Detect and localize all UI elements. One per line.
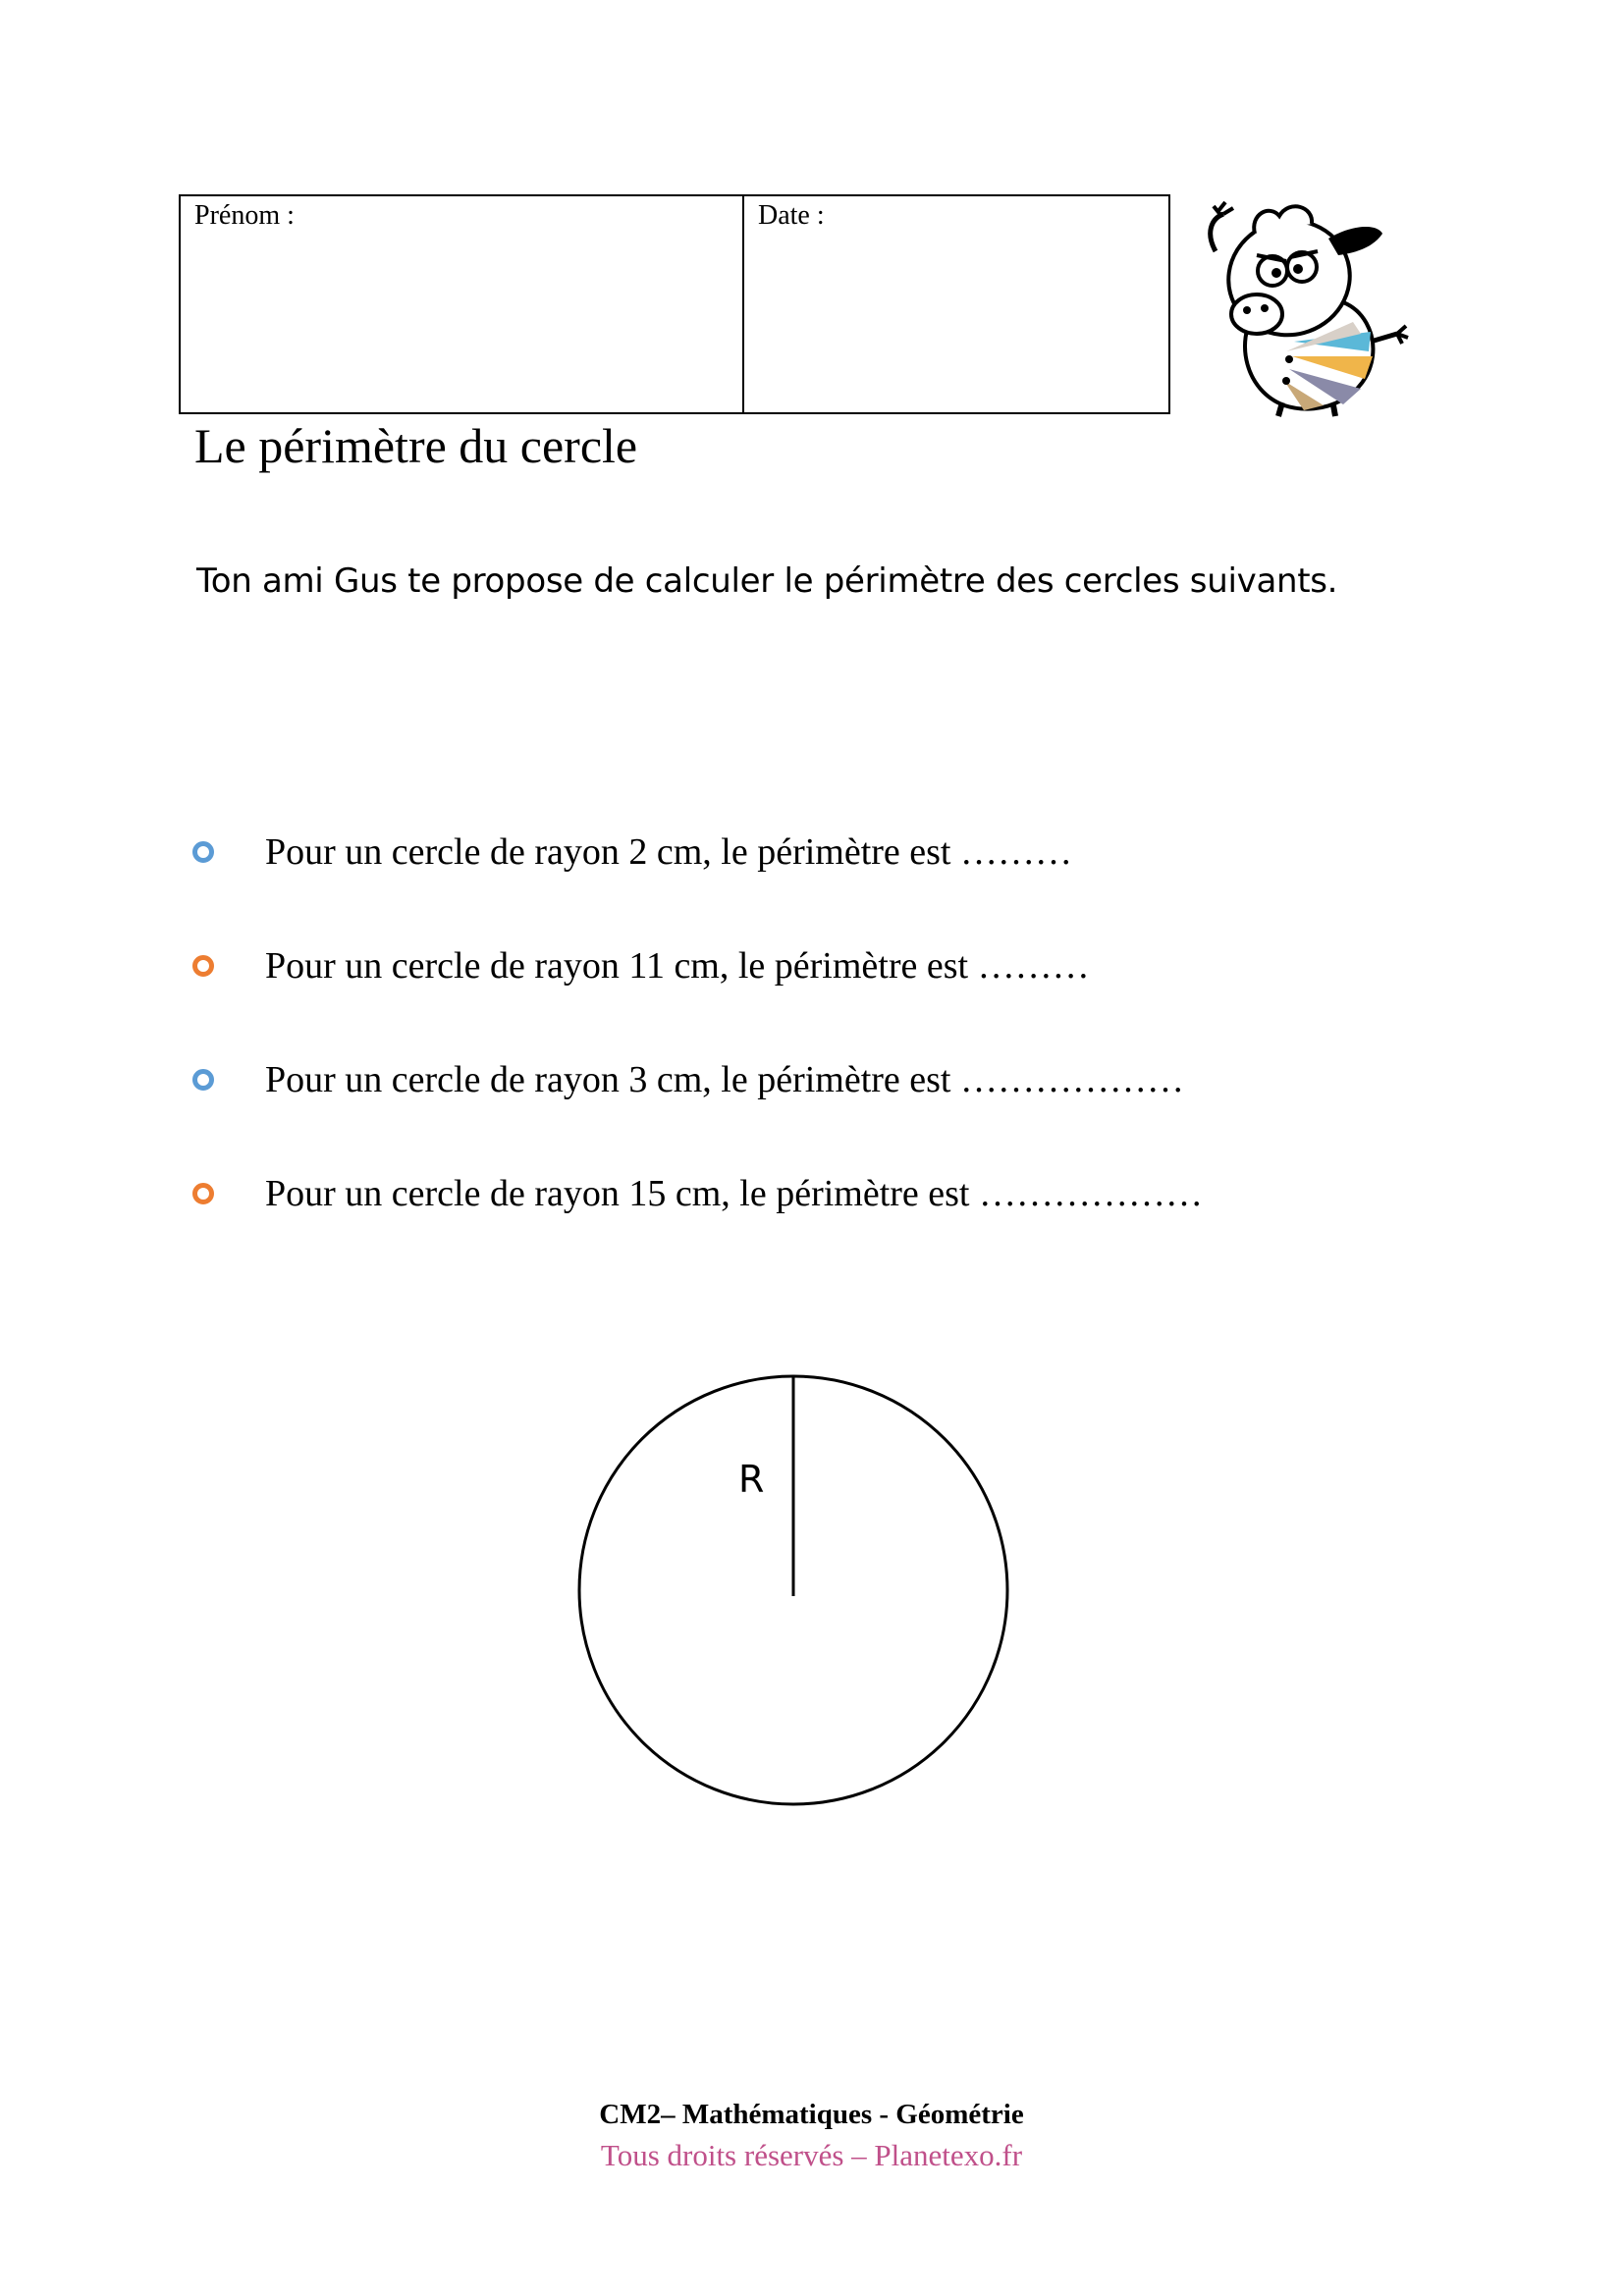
circle-bullet-icon: [192, 841, 214, 863]
date-label: Date :: [758, 200, 825, 231]
circle-bullet-icon: [192, 955, 214, 977]
question-text: Pour un cercle de rayon 15 cm, le périmètre est ………………: [265, 1173, 1203, 1214]
question-item: [192, 795, 1203, 909]
circle-bullet-icon: [192, 1069, 214, 1091]
date-field[interactable]: [744, 196, 1168, 412]
question-list: [192, 795, 1203, 1251]
instructions-text: Ton ami Gus te propose de calculer le périmètre des cercles suivants.: [196, 561, 1338, 601]
radius-label: R: [738, 1458, 765, 1501]
circle-figure: [575, 1372, 1011, 1808]
circle-bullet-icon: [192, 1183, 214, 1204]
prenom-field[interactable]: [181, 196, 744, 412]
question-item: [192, 1137, 1203, 1251]
prenom-label: Prénom :: [194, 200, 295, 231]
question-text: Pour un cercle de rayon 2 cm, le périmètre est ………: [265, 831, 1072, 873]
question-item: [192, 909, 1203, 1023]
question-item: [192, 1023, 1203, 1137]
page-title: Le périmètre du cercle: [194, 418, 638, 473]
question-text: Pour un cercle de rayon 11 cm, le périmètre est ………: [265, 945, 1090, 987]
name-date-box: [179, 194, 1170, 414]
footer-copyright: Tous droits réservés – Planetexo.fr: [600, 2138, 1023, 2172]
question-text: Pour un cercle de rayon 3 cm, le périmètre est ………………: [265, 1059, 1184, 1100]
footer-course: CM2– Mathématiques - Géométrie: [599, 2099, 1024, 2130]
gus-sheep-mascot-icon: [1196, 194, 1410, 418]
